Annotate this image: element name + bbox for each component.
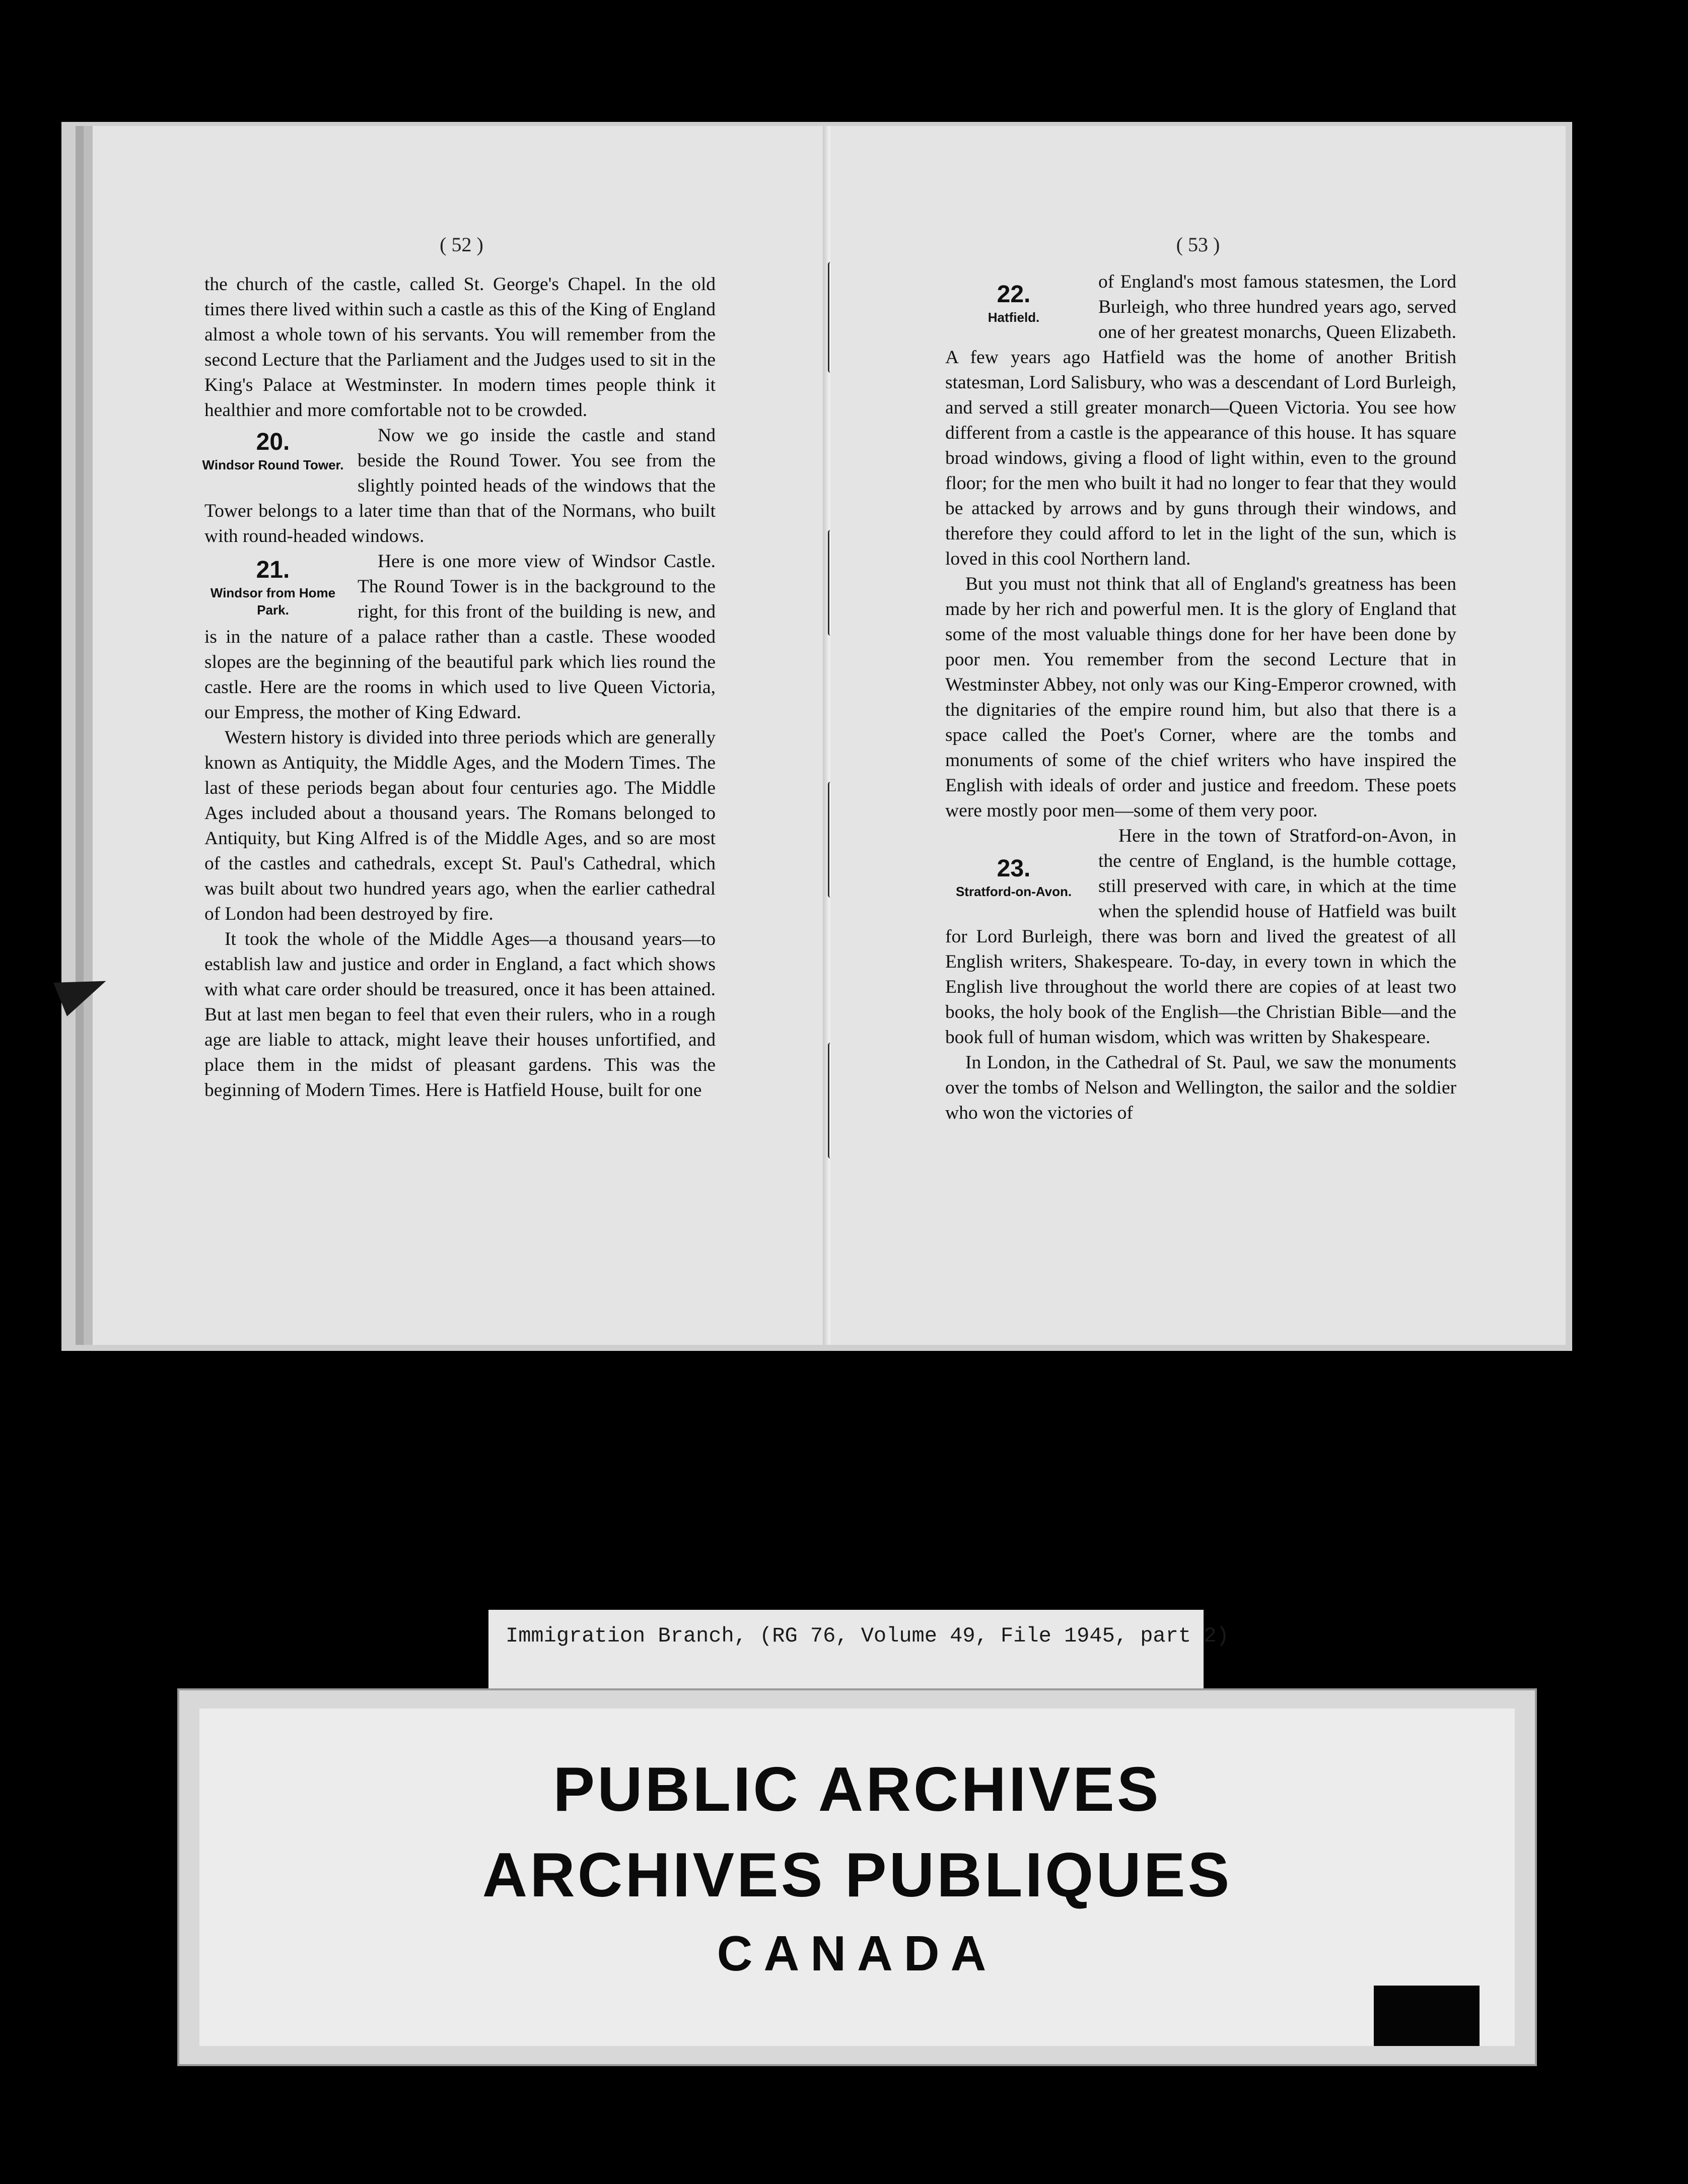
left-paragraph-5: It took the whole of the Middle Ages—a thousand years—to establish law and justice and order in England, a fact which shows with what care order should be treasured, once it has been attained. But at last men began to feel that even their rulers, who in a rough age are liable to attack, might leave their houses unfortified, and place them in the midst of pleasant gardens. This was the beginning of Modern Times. Here is Hatfield House, built for one xyxy=(204,929,716,1101)
margin-note-number: 21. xyxy=(256,557,290,583)
left-paragraph-4: Western history is divided into three periods which are generally known as Antiquity, the Middle Ages, and the Modern Times. The last of these periods began about four centuries ago. The Middle Ages included about a thousand years. The Romans belonged to Antiquity, but King Alfred is of the Middle Ages, and so are most of the castles and cathedrals, except St. Paul's Cathedral, which was built about two hundred years ago, when the earlier cathedral of London had been destroyed by fire. xyxy=(204,727,716,924)
stamp-corner-mark xyxy=(1374,1986,1480,2046)
left-paragraph-1: the church of the castle, called St. George's Chapel. In the old times there lived within such a castle as this of the King of England almost a whole town of his servants. You will remember from the second Lecture that the Parliament and the Judges used to sit in the King's Palace at Westminster. In modern times people think it healthier and more comfortable not to be crowded. xyxy=(204,274,716,421)
left-text-column xyxy=(204,272,716,1103)
right-paragraph-4: In London, in the Cathedral of St. Paul, we saw the monuments over the tombs of Nelson and Wellington, the sailor and the soldier who won the victories of xyxy=(945,1052,1456,1123)
margin-note-caption: Windsor from Home Park. xyxy=(210,585,336,618)
right-page xyxy=(830,126,1566,1345)
page-number-right: ( 53 ) xyxy=(1176,233,1220,256)
right-text-column xyxy=(945,269,1456,1126)
archive-reference-text: Immigration Branch, (RG 76, Volume 49, File 1945, part 2) xyxy=(506,1624,1229,1648)
book-spread xyxy=(61,122,1572,1351)
stamp-line-english: PUBLIC ARCHIVES xyxy=(553,1755,1161,1824)
margin-note-caption: Stratford-on-Avon. xyxy=(955,884,1072,899)
margin-note-number: 20. xyxy=(256,429,290,455)
stamp-panel xyxy=(199,1709,1515,2046)
stamp-line-country: CANADA xyxy=(717,1926,998,1981)
margin-note-20 xyxy=(199,428,346,473)
margin-note-number: 22. xyxy=(997,281,1031,308)
margin-note-caption: Windsor Round Tower. xyxy=(202,457,344,472)
left-paragraph-2: Now we go inside the castle and stand beside the Round Tower. You see from the slightly pointed heads of the windows that the Tower belongs to a later time than that of the Normans, who built with round-headed windows. xyxy=(204,425,716,547)
right-paragraph-1: of England's most famous statesmen, the Lord Burleigh, who three hundred years ago, served one of her greatest monarchs, Queen Elizabeth. A few years ago Hatfield was the home of another British statesman, Lord Salisbury, who was a descendant of Lord Burleigh, and served a still greater monarch—Queen Victoria. You see how different from a castle is the appearance of this house. It has square broad windows, giving a flood of light within, even to the ground floor; for the men who built it had no longer to fear that they would be attacked by arrows and by guns through their windows, and therefore they could afford to let in the light of the sun, which is loved in this cool Northern land. xyxy=(945,271,1456,569)
left-page xyxy=(93,126,830,1345)
margin-note-caption: Hatfield. xyxy=(988,310,1040,325)
right-paragraph-2: But you must not think that all of England's greatness has been made by her rich and powerful men. It is the glory of England that some of the most valuable things done for her have been done by poor men. You remember from the second Lecture that in Westminster Abbey, not only was our King-Emperor crowned, with the dignitaries of the empire round him, but also that there is a space called the Poet's Corner, where are the tombs and monuments of some of the chief writers who have inspired the English with ideals of order and justice and freedom. These poets were mostly poor men—some of them very poor. xyxy=(945,574,1456,821)
stamp-line-french: ARCHIVES PUBLIQUES xyxy=(482,1840,1232,1910)
margin-note-23 xyxy=(940,855,1087,900)
right-paragraph-3: Here in the town of Stratford-on-Avon, in the centre of England, is the humble cottage, still preserved with care, in which at the time when the splendid house of Hatfield was built for Lord Burleigh, there was born and lived the greatest of all English writers, Shakespeare. To-day, in every town in which the English live throughout the world there are copies of at least two books, the holy book of the English—the Christian Bible—and the book full of human wisdom, which was written by Shakespeare. xyxy=(945,826,1456,1048)
left-paragraph-3: Here is one more view of Windsor Castle. The Round Tower is in the background to the right, for this front of the building is new, and is in the nature of a palace rather than a castle. These wooded slopes are the beginning of the beautiful park which lies round the castle. Here are the rooms in which used to live Queen Victoria, our Empress, the mother of King Edward. xyxy=(204,551,716,723)
archives-stamp xyxy=(177,1688,1537,2066)
margin-note-22 xyxy=(940,281,1087,326)
margin-note-21 xyxy=(199,556,346,619)
margin-note-number: 23. xyxy=(997,855,1031,882)
page-number-left: ( 52 ) xyxy=(440,233,483,256)
